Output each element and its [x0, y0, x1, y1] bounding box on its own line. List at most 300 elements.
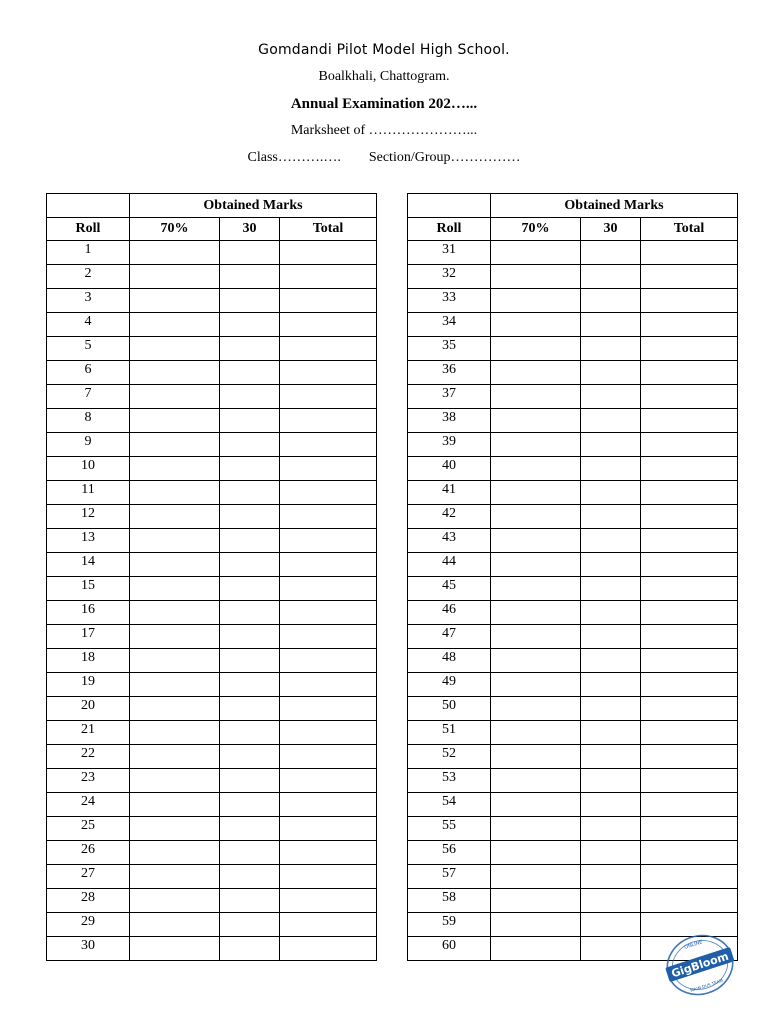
total-cell[interactable] [641, 457, 738, 481]
stamp-main-text: GigBloom [669, 949, 731, 981]
thirty-cell[interactable] [581, 913, 641, 937]
total-cell[interactable] [280, 913, 377, 937]
seventy-percent-cell[interactable] [130, 553, 220, 577]
table-row [47, 793, 377, 817]
roll-column-header: Roll [408, 218, 491, 241]
table-row [47, 601, 377, 625]
total-cell[interactable] [280, 721, 377, 745]
thirty-cell[interactable] [220, 745, 280, 769]
obtained-marks-header: Obtained Marks [130, 194, 377, 218]
total-cell[interactable] [641, 625, 738, 649]
roll-number-cell: 1 [47, 241, 130, 265]
table-row [408, 793, 738, 817]
total-cell[interactable] [280, 769, 377, 793]
total-cell[interactable] [641, 697, 738, 721]
total-cell[interactable] [280, 337, 377, 361]
table-row [408, 673, 738, 697]
table-row [47, 529, 377, 553]
total-cell[interactable] [641, 673, 738, 697]
seventy-percent-cell[interactable] [130, 865, 220, 889]
thirty-cell[interactable] [581, 577, 641, 601]
table-row [47, 265, 377, 289]
seventy-percent-cell[interactable] [491, 937, 581, 961]
blank-header-cell [47, 194, 130, 218]
marks-table-left [46, 193, 377, 961]
total-cell[interactable] [280, 289, 377, 313]
seventy-percent-cell[interactable] [491, 337, 581, 361]
thirty-cell[interactable] [581, 625, 641, 649]
total-cell[interactable] [641, 817, 738, 841]
seventy-percent-cell[interactable] [130, 697, 220, 721]
roll-number-cell: 28 [47, 889, 130, 913]
roll-number-cell: 21 [47, 721, 130, 745]
thirty-cell[interactable] [220, 913, 280, 937]
thirty-cell[interactable] [581, 697, 641, 721]
total-cell[interactable] [280, 673, 377, 697]
thirty-cell[interactable] [220, 673, 280, 697]
roll-number-cell: 5 [47, 337, 130, 361]
roll-number-cell: 26 [47, 841, 130, 865]
roll-number-cell: 44 [408, 553, 491, 577]
seventy-percent-cell[interactable] [130, 529, 220, 553]
seventy-percent-cell[interactable] [130, 289, 220, 313]
roll-number-cell: 15 [47, 577, 130, 601]
roll-number-cell: 18 [47, 649, 130, 673]
total-cell[interactable] [641, 265, 738, 289]
table-row [408, 553, 738, 577]
thirty-cell[interactable] [220, 529, 280, 553]
total-cell[interactable] [641, 337, 738, 361]
roll-number-cell: 25 [47, 817, 130, 841]
thirty-cell[interactable] [581, 457, 641, 481]
total-cell[interactable] [641, 313, 738, 337]
table-row [47, 241, 377, 265]
seventy-percent-cell[interactable] [491, 241, 581, 265]
total-cell[interactable] [280, 313, 377, 337]
table-row [408, 745, 738, 769]
roll-number-cell: 31 [408, 241, 491, 265]
seventy-percent-cell[interactable] [491, 769, 581, 793]
thirty-cell[interactable] [220, 577, 280, 601]
seventy-percent-cell[interactable] [130, 241, 220, 265]
table-row [47, 913, 377, 937]
thirty-cell[interactable] [581, 433, 641, 457]
roll-number-cell: 3 [47, 289, 130, 313]
roll-number-cell: 12 [47, 505, 130, 529]
gigbloom-stamp-logo [662, 933, 738, 997]
seventy-percent-cell[interactable] [130, 433, 220, 457]
roll-number-cell: 39 [408, 433, 491, 457]
total-cell[interactable] [641, 289, 738, 313]
total-cell[interactable] [641, 577, 738, 601]
table-row [47, 361, 377, 385]
table-row [408, 889, 738, 913]
total-cell[interactable] [280, 433, 377, 457]
total-cell[interactable] [280, 841, 377, 865]
seventy-percent-cell[interactable] [491, 265, 581, 289]
seventy-percent-cell[interactable] [130, 361, 220, 385]
table-row [408, 649, 738, 673]
seventy-percent-cell[interactable] [130, 481, 220, 505]
roll-number-cell: 13 [47, 529, 130, 553]
roll-number-cell: 50 [408, 697, 491, 721]
thirty-cell[interactable] [220, 865, 280, 889]
thirty-cell[interactable] [220, 601, 280, 625]
thirty-column-header: 30 [581, 218, 641, 241]
total-cell[interactable] [641, 361, 738, 385]
roll-number-cell: 33 [408, 289, 491, 313]
table-row [408, 769, 738, 793]
table-row [408, 865, 738, 889]
seventy-percent-cell[interactable] [491, 721, 581, 745]
obtained-marks-header: Obtained Marks [491, 194, 738, 218]
seventy-percent-cell[interactable] [130, 385, 220, 409]
table-row [408, 529, 738, 553]
roll-number-cell: 53 [408, 769, 491, 793]
seventy-percent-cell[interactable] [491, 889, 581, 913]
roll-number-cell: 30 [47, 937, 130, 961]
total-cell[interactable] [280, 553, 377, 577]
total-cell[interactable] [641, 241, 738, 265]
seventy-percent-cell[interactable] [130, 409, 220, 433]
seventy-percent-cell[interactable] [491, 913, 581, 937]
total-cell[interactable] [280, 361, 377, 385]
total-cell[interactable] [641, 601, 738, 625]
total-cell[interactable] [280, 649, 377, 673]
roll-number-cell: 17 [47, 625, 130, 649]
table-row [47, 745, 377, 769]
table-row [408, 505, 738, 529]
thirty-cell[interactable] [581, 385, 641, 409]
roll-number-cell: 51 [408, 721, 491, 745]
marksheet-line: Marksheet of …………………... [290, 123, 478, 138]
total-cell[interactable] [641, 505, 738, 529]
thirty-cell[interactable] [581, 361, 641, 385]
seventy-percent-cell[interactable] [130, 673, 220, 697]
total-cell[interactable] [280, 457, 377, 481]
total-cell[interactable] [641, 529, 738, 553]
roll-number-cell: 23 [47, 769, 130, 793]
roll-number-cell: 43 [408, 529, 491, 553]
thirty-cell[interactable] [581, 673, 641, 697]
seventy-percent-cell[interactable] [130, 817, 220, 841]
seventy-percent-cell[interactable] [491, 505, 581, 529]
roll-number-cell: 45 [408, 577, 491, 601]
total-cell[interactable] [641, 793, 738, 817]
roll-number-cell: 8 [47, 409, 130, 433]
seventy-percent-cell[interactable] [491, 385, 581, 409]
table-row [408, 433, 738, 457]
table-row [408, 721, 738, 745]
roll-number-cell: 20 [47, 697, 130, 721]
table-row [408, 481, 738, 505]
thirty-cell[interactable] [220, 649, 280, 673]
seventy-percent-cell[interactable] [491, 625, 581, 649]
roll-number-cell: 38 [408, 409, 491, 433]
roll-number-cell: 37 [408, 385, 491, 409]
seventy-percent-cell[interactable] [491, 793, 581, 817]
total-cell[interactable] [280, 577, 377, 601]
roll-number-cell: 7 [47, 385, 130, 409]
table-row [47, 313, 377, 337]
thirty-cell[interactable] [220, 409, 280, 433]
blank-header-cell [408, 194, 491, 218]
seventy-percent-cell[interactable] [491, 601, 581, 625]
table-row [408, 601, 738, 625]
total-cell[interactable] [641, 769, 738, 793]
seventy-percent-cell[interactable] [491, 553, 581, 577]
roll-number-cell: 59 [408, 913, 491, 937]
thirty-cell[interactable] [581, 505, 641, 529]
thirty-cell[interactable] [581, 241, 641, 265]
total-cell[interactable] [641, 889, 738, 913]
thirty-cell[interactable] [581, 937, 641, 961]
seventy-percent-cell[interactable] [130, 601, 220, 625]
total-cell[interactable] [641, 745, 738, 769]
roll-number-cell: 41 [408, 481, 491, 505]
thirty-cell[interactable] [581, 601, 641, 625]
seventy-percent-cell[interactable] [491, 481, 581, 505]
thirty-cell[interactable] [581, 769, 641, 793]
total-cell[interactable] [280, 793, 377, 817]
table-row [47, 841, 377, 865]
thirty-cell[interactable] [581, 745, 641, 769]
table-row [408, 241, 738, 265]
thirty-cell[interactable] [220, 721, 280, 745]
thirty-cell[interactable] [581, 817, 641, 841]
thirty-cell[interactable] [220, 769, 280, 793]
seventy-percent-cell[interactable] [130, 793, 220, 817]
thirty-cell[interactable] [581, 889, 641, 913]
table-row [47, 673, 377, 697]
roll-number-cell: 48 [408, 649, 491, 673]
thirty-cell[interactable] [220, 361, 280, 385]
total-cell[interactable] [280, 817, 377, 841]
thirty-cell[interactable] [220, 841, 280, 865]
total-cell[interactable] [280, 697, 377, 721]
seventy-percent-cell[interactable] [130, 721, 220, 745]
seventy-percent-cell[interactable] [130, 913, 220, 937]
table-row [47, 385, 377, 409]
total-cell[interactable] [280, 265, 377, 289]
roll-number-cell: 16 [47, 601, 130, 625]
thirty-cell[interactable] [581, 649, 641, 673]
seventy-percent-cell[interactable] [130, 313, 220, 337]
table-row [408, 289, 738, 313]
roll-number-cell: 35 [408, 337, 491, 361]
roll-number-cell: 47 [408, 625, 491, 649]
total-cell[interactable] [280, 889, 377, 913]
table-row [408, 265, 738, 289]
total-cell[interactable] [280, 937, 377, 961]
seventy-percent-cell[interactable] [491, 817, 581, 841]
total-cell[interactable] [280, 529, 377, 553]
thirty-cell[interactable] [581, 529, 641, 553]
marks-table-right [407, 193, 738, 961]
seventy-percent-cell[interactable] [491, 313, 581, 337]
table-row [47, 433, 377, 457]
seventy-percent-cell[interactable] [491, 697, 581, 721]
class-field: Class……….…. [247, 150, 341, 165]
thirty-cell[interactable] [220, 313, 280, 337]
roll-number-cell: 56 [408, 841, 491, 865]
thirty-cell[interactable] [581, 721, 641, 745]
roll-number-cell: 34 [408, 313, 491, 337]
total-cell[interactable] [280, 601, 377, 625]
roll-number-cell: 2 [47, 265, 130, 289]
total-cell[interactable] [280, 409, 377, 433]
table-row [47, 649, 377, 673]
seventy-percent-cell[interactable] [130, 265, 220, 289]
thirty-cell[interactable] [220, 889, 280, 913]
seventy-percent-cell[interactable] [130, 625, 220, 649]
school-name: Gomdandi Pilot Model High School. [258, 42, 510, 58]
thirty-cell[interactable] [220, 697, 280, 721]
roll-number-cell: 55 [408, 817, 491, 841]
roll-number-cell: 32 [408, 265, 491, 289]
roll-number-cell: 4 [47, 313, 130, 337]
roll-number-cell: 6 [47, 361, 130, 385]
thirty-cell[interactable] [581, 313, 641, 337]
seventy-percent-cell[interactable] [491, 433, 581, 457]
roll-number-cell: 54 [408, 793, 491, 817]
thirty-cell[interactable] [581, 553, 641, 577]
total-cell[interactable] [280, 625, 377, 649]
roll-number-cell: 27 [47, 865, 130, 889]
thirty-cell[interactable] [220, 505, 280, 529]
seventy-percent-cell[interactable] [130, 937, 220, 961]
roll-number-cell: 52 [408, 745, 491, 769]
thirty-cell[interactable] [220, 337, 280, 361]
total-cell[interactable] [280, 481, 377, 505]
thirty-cell[interactable] [220, 817, 280, 841]
total-cell[interactable] [641, 865, 738, 889]
table-row [408, 841, 738, 865]
roll-number-cell: 58 [408, 889, 491, 913]
total-cell[interactable] [641, 721, 738, 745]
seventy-percent-cell[interactable] [491, 457, 581, 481]
seventy-percent-cell[interactable] [491, 673, 581, 697]
table-row [47, 697, 377, 721]
stamp-top-text: ONLINE [683, 939, 704, 951]
thirty-cell[interactable] [220, 265, 280, 289]
roll-number-cell: 10 [47, 457, 130, 481]
seventy-percent-cell[interactable] [130, 337, 220, 361]
total-cell[interactable] [280, 865, 377, 889]
thirty-cell[interactable] [581, 265, 641, 289]
seventy-percent-cell[interactable] [491, 841, 581, 865]
table-row [408, 625, 738, 649]
total-cell[interactable] [641, 409, 738, 433]
roll-number-cell: 11 [47, 481, 130, 505]
seventy-percent-cell[interactable] [491, 865, 581, 889]
total-cell[interactable] [641, 649, 738, 673]
thirty-column-header: 30 [220, 218, 280, 241]
total-cell[interactable] [280, 505, 377, 529]
table-row [47, 769, 377, 793]
roll-number-cell: 40 [408, 457, 491, 481]
seventy-percent-cell[interactable] [130, 649, 220, 673]
thirty-cell[interactable] [220, 937, 280, 961]
table-row [47, 577, 377, 601]
table-row [408, 697, 738, 721]
seventy-percent-cell[interactable] [130, 889, 220, 913]
table-row [408, 577, 738, 601]
thirty-cell[interactable] [581, 289, 641, 313]
total-column-header: Total [641, 218, 738, 241]
thirty-cell[interactable] [220, 241, 280, 265]
seventy-percent-cell[interactable] [491, 361, 581, 385]
table-row [47, 553, 377, 577]
roll-number-cell: 60 [408, 937, 491, 961]
table-row [408, 361, 738, 385]
table-row [47, 865, 377, 889]
thirty-cell[interactable] [220, 289, 280, 313]
roll-number-cell: 14 [47, 553, 130, 577]
thirty-cell[interactable] [581, 793, 641, 817]
total-cell[interactable] [280, 241, 377, 265]
seventy-percent-cell[interactable] [130, 457, 220, 481]
table-row [408, 457, 738, 481]
seventy-percent-cell[interactable] [130, 841, 220, 865]
thirty-cell[interactable] [220, 481, 280, 505]
thirty-cell[interactable] [220, 457, 280, 481]
total-cell[interactable] [641, 433, 738, 457]
thirty-cell[interactable] [220, 553, 280, 577]
thirty-cell[interactable] [581, 481, 641, 505]
table-row [47, 409, 377, 433]
thirty-cell[interactable] [220, 625, 280, 649]
table-row [47, 505, 377, 529]
total-cell[interactable] [641, 553, 738, 577]
thirty-cell[interactable] [220, 385, 280, 409]
roll-number-cell: 46 [408, 601, 491, 625]
seventy-percent-cell[interactable] [491, 649, 581, 673]
seventy-percent-column-header: 70% [491, 218, 581, 241]
seventy-percent-cell[interactable] [491, 409, 581, 433]
seventy-percent-cell[interactable] [491, 745, 581, 769]
thirty-cell[interactable] [581, 409, 641, 433]
roll-number-cell: 57 [408, 865, 491, 889]
roll-number-cell: 19 [47, 673, 130, 697]
seventy-percent-cell[interactable] [130, 505, 220, 529]
thirty-cell[interactable] [581, 841, 641, 865]
total-cell[interactable] [641, 841, 738, 865]
total-cell[interactable] [641, 481, 738, 505]
school-location: Boalkhali, Chattogram. [318, 69, 450, 84]
total-cell[interactable] [641, 385, 738, 409]
seventy-percent-cell[interactable] [491, 529, 581, 553]
seventy-percent-cell[interactable] [130, 745, 220, 769]
table-row [408, 313, 738, 337]
seventy-percent-cell[interactable] [130, 769, 220, 793]
seventy-percent-cell[interactable] [491, 577, 581, 601]
seventy-percent-cell[interactable] [491, 289, 581, 313]
exam-title: Annual Examination 202…... [290, 96, 478, 112]
thirty-cell[interactable] [220, 793, 280, 817]
stamp-bottom-text: MAIN DUS TEAM [689, 977, 724, 994]
thirty-cell[interactable] [581, 865, 641, 889]
total-column-header: Total [280, 218, 377, 241]
table-row [47, 289, 377, 313]
thirty-cell[interactable] [220, 433, 280, 457]
seventy-percent-cell[interactable] [130, 577, 220, 601]
table-row [408, 409, 738, 433]
total-cell[interactable] [280, 385, 377, 409]
total-cell[interactable] [280, 745, 377, 769]
table-row [47, 817, 377, 841]
thirty-cell[interactable] [581, 337, 641, 361]
